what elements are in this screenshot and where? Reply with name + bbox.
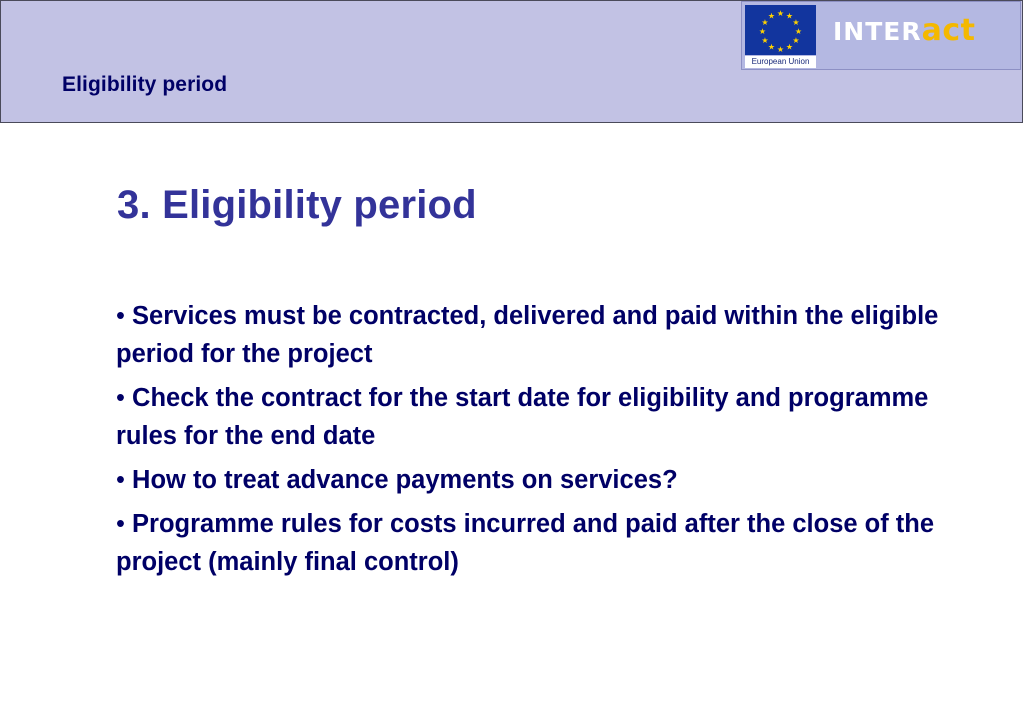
- svg-text:★: ★: [767, 42, 776, 52]
- svg-text:★: ★: [792, 36, 800, 45]
- brand-wordmark: [833, 13, 976, 48]
- header-title: Eligibility period: [62, 73, 228, 96]
- list-item: [116, 461, 976, 499]
- list-item: [116, 297, 976, 373]
- svg-text:★: ★: [785, 42, 794, 52]
- bullet-marker: •: [116, 510, 125, 538]
- bullet-marker: •: [116, 384, 125, 412]
- svg-text:★: ★: [792, 18, 800, 27]
- eu-stars-icon: [745, 5, 816, 55]
- svg-text:★: ★: [761, 18, 769, 27]
- svg-text:★: ★: [776, 9, 785, 18]
- bullet-marker: •: [116, 466, 125, 494]
- bullet-text: Programme rules for costs incurred and paid after the close of the project (mainly final control): [116, 510, 935, 576]
- eu-label: European Union: [745, 56, 816, 68]
- page-title: 3. Eligibility period: [117, 183, 477, 227]
- svg-text:★: ★: [776, 45, 785, 54]
- bullet-text: How to treat advance payments on services?: [132, 466, 678, 494]
- list-item: [116, 379, 976, 455]
- bullet-text: Services must be contracted, delivered and paid within the eligible period for the project: [116, 302, 939, 368]
- brand-prefix: INTER: [833, 17, 922, 46]
- svg-text:★: ★: [761, 36, 769, 45]
- bullet-list: [116, 297, 976, 587]
- bullet-marker: •: [116, 302, 125, 330]
- interact-logo: [741, 1, 1021, 70]
- svg-text:★: ★: [785, 11, 794, 21]
- svg-text:★: ★: [758, 27, 767, 36]
- svg-text:★: ★: [794, 27, 803, 36]
- brand-suffix: act: [921, 13, 976, 48]
- list-item: [116, 505, 976, 581]
- svg-text:★: ★: [767, 11, 776, 21]
- bullet-text: Check the contract for the start date for eligibility and programme rules for the end date: [116, 384, 929, 450]
